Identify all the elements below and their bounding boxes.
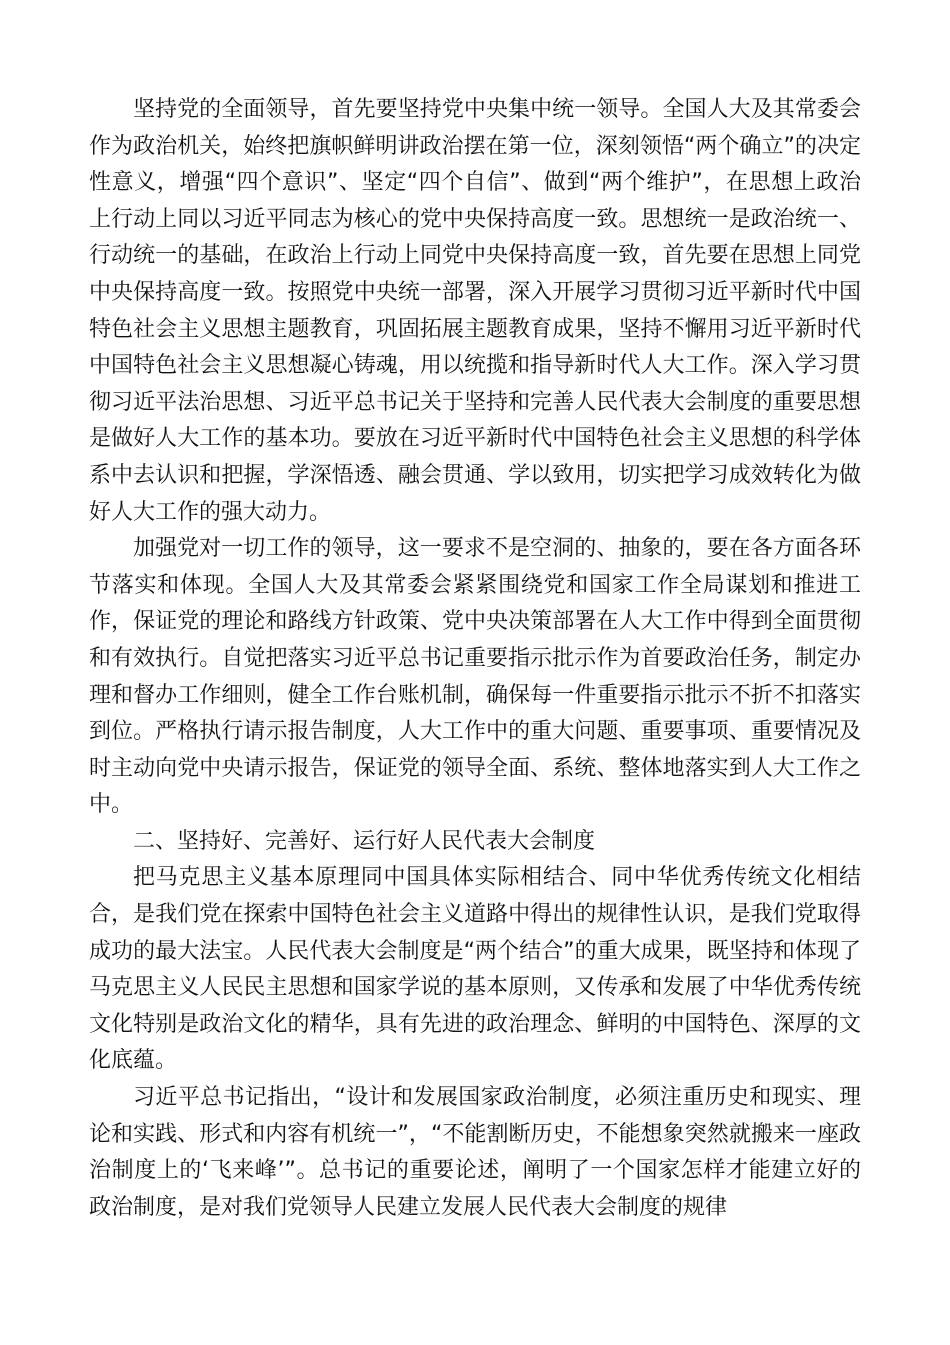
paragraph-3: 把马克思主义基本原理同中国具体实际相结合、同中华优秀传统文化相结合，是我们党在探索中国特色社会主义道路中得出的规律性认识，是我们党取得成功的最大法宝。人民代表大会制度是“两个结合”的重大成果，既坚持和体现了马克思主义人民民主思想和国家学说的基本原则，又传承和发展了中华优秀传统文化特别是政治文化的精华，具有先进的政治理念、鲜明的中国特色、深厚的文化底蕴。 — [89, 865, 861, 1074]
paragraph-1: 坚持党的全面领导，首先要坚持党中央集中统一领导。全国人大及其常委会作为政治机关，始终把旗帜鲜明讲政治摆在第一位，深刻领悟“两个确立”的决定性意义，增强“四个意识”、坚定“四个自信”、做到“两个维护”，在思想上政治上行动上同以习近平同志为核心的党中央保持高度一致。思想统一是政治统一、行动统一的基础，在政治上行动上同党中央保持高度一致，首先要在思想上同党中央保持高度一致。按照党中央统一部署，深入开展学习贯彻习近平新时代中国特色社会主义思想主题教育，巩固拓展主题教育成果，坚持不懈用习近平新时代中国特色社会主义思想凝心铸魂，用以统揽和指导新时代人大工作。深入学习贯彻习近平法治思想、习近平总书记关于坚持和完善人民代表大会制度的重要思想是做好人大工作的基本功。要放在习近平新时代中国特色社会主义思想的科学体系中去认识和把握，学深悟透、融会贯通、学以致用，切实把学习成效转化为做好人大工作的强大动力。 — [89, 97, 861, 525]
document-page — [89, 92, 861, 1226]
paragraph-2: 加强党对一切工作的领导，这一要求不是空洞的、抽象的，要在各方面各环节落实和体现。全国人大及其常委会紧紧围绕党和国家工作全局谋划和推进工作，保证党的理论和路线方针政策、党中央决策部署在人大工作中得到全面贯彻和有效执行。自觉把落实习近平总书记重要指示批示作为首要政治任务，制定办理和督办工作细则，健全工作台账机制，确保每一件重要指示批示不折不扣落实到位。严格执行请示报告制度，人大工作中的重大问题、重要事项、重要情况及时主动向党中央请示报告，保证党的领导全面、系统、整体地落实到人大工作之中。 — [89, 536, 861, 818]
paragraph-4: 习近平总书记指出，“设计和发展国家政治制度，必须注重历史和现实、理论和实践、形式和内容有机统一”，“不能割断历史，不能想象突然就搬来一座政治制度上的‘飞来峰’”。总书记的重要论述，阐明了一个国家怎样才能建立好的政治制度，是对我们党领导人民建立发展人民代表大会制度的规律 — [89, 1085, 861, 1220]
section-heading: 二、坚持好、完善好、运行好人民代表大会制度 — [133, 828, 596, 854]
